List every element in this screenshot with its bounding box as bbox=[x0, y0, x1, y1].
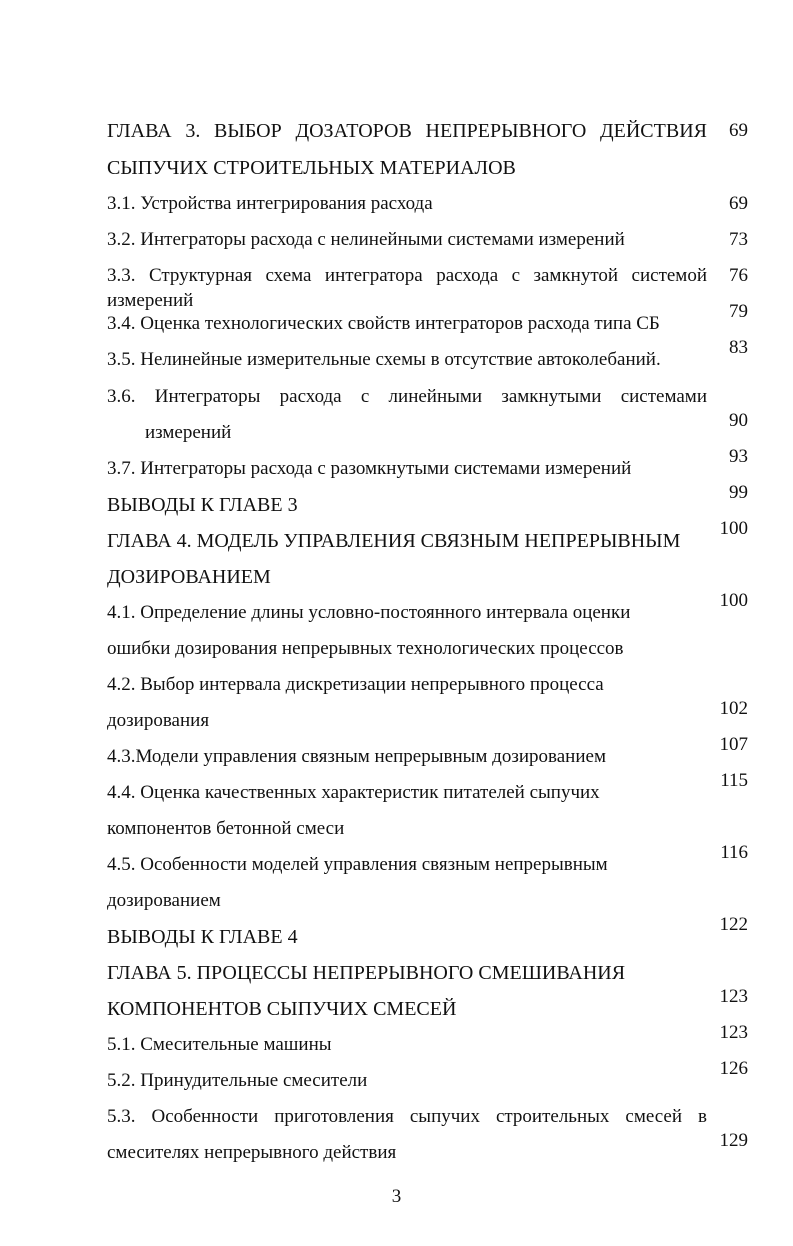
toc-page-number: 79 bbox=[729, 301, 748, 322]
toc-entry-3-6-line1: 3.6. Интеграторы расхода с линейными замкнутыми системами bbox=[107, 386, 707, 407]
toc-entry-4-5-line2: дозированием bbox=[107, 890, 221, 911]
page-footer-number: 3 bbox=[391, 1186, 402, 1207]
toc-chapter4-title-line2: ДОЗИРОВАНИЕМ bbox=[107, 566, 271, 588]
toc-entry-4-2-line1: 4.2. Выбор интервала дискретизации непрерывного процесса bbox=[107, 674, 604, 695]
toc-entry-4-2-line2: дозирования bbox=[107, 710, 210, 731]
toc-page-number: 100 bbox=[719, 518, 748, 539]
toc-page-number: 90 bbox=[729, 410, 748, 431]
toc-page-number: 123 bbox=[719, 1022, 748, 1043]
toc-page-number: 93 bbox=[729, 446, 748, 467]
toc-conclusions-4: ВЫВОДЫ К ГЛАВЕ 4 bbox=[107, 926, 298, 948]
toc-page-number: 69 bbox=[729, 120, 748, 141]
toc-page-number: 73 bbox=[729, 229, 748, 250]
toc-conclusions-3: ВЫВОДЫ К ГЛАВЕ 3 bbox=[107, 494, 298, 516]
toc-page-number: 100 bbox=[719, 590, 748, 611]
toc-entry-3-7: 3.7. Интеграторы расхода с разомкнутыми системами измерений bbox=[107, 458, 632, 479]
toc-entry-3-2: 3.2. Интеграторы расхода с нелинейными системами измерений bbox=[107, 229, 625, 250]
toc-chapter3-title-line1: ГЛАВА 3. ВЫБОР ДОЗАТОРОВ НЕПРЕРЫВНОГО ДЕЙСТВИЯ bbox=[107, 120, 707, 142]
toc-page-number: 129 bbox=[719, 1130, 748, 1151]
toc-entry-4-4-line2: компонентов бетонной смеси bbox=[107, 818, 345, 839]
toc-page-number: 123 bbox=[719, 986, 748, 1007]
toc-entry-5-2: 5.2. Принудительные смесители bbox=[107, 1070, 368, 1091]
toc-entry-3-3-line1: 3.3. Структурная схема интегратора расхода с замкнутой системой bbox=[107, 265, 707, 286]
toc-page-number: 126 bbox=[719, 1058, 748, 1079]
toc-page-number: 69 bbox=[729, 193, 748, 214]
toc-chapter4-title-line1: ГЛАВА 4. МОДЕЛЬ УПРАВЛЕНИЯ СВЯЗНЫМ НЕПРЕРЫВНЫМ bbox=[107, 530, 681, 552]
toc-entry-5-3-line1: 5.3. Особенности приготовления сыпучих строительных смесей в bbox=[107, 1106, 707, 1127]
toc-entry-5-1: 5.1. Смесительные машины bbox=[107, 1034, 332, 1055]
toc-entry-4-4-line1: 4.4. Оценка качественных характеристик питателей сыпучих bbox=[107, 782, 600, 803]
toc-chapter5-title-line2: КОМПОНЕНТОВ СЫПУЧИХ СМЕСЕЙ bbox=[107, 998, 457, 1020]
toc-entry-3-5: 3.5. Нелинейные измерительные схемы в отсутствие автоколебаний. bbox=[107, 349, 661, 370]
toc-chapter3-title-line2: СЫПУЧИХ СТРОИТЕЛЬНЫХ МАТЕРИАЛОВ bbox=[107, 157, 516, 179]
toc-page-number: 83 bbox=[729, 337, 748, 358]
toc-entry-4-3: 4.3.Модели управления связным непрерывным дозированием bbox=[107, 746, 606, 767]
toc-page-number: 99 bbox=[729, 482, 748, 503]
toc-page-number: 76 bbox=[729, 265, 748, 286]
toc-entry-5-3-line2: смесителях непрерывного действия bbox=[107, 1142, 397, 1163]
toc-entry-4-1-line2: ошибки дозирования непрерывных технологических процессов bbox=[107, 638, 624, 659]
toc-page-number: 102 bbox=[719, 698, 748, 719]
toc-entry-3-6-line2: измерений bbox=[145, 422, 232, 443]
toc-page-number: 116 bbox=[720, 842, 748, 863]
toc-entry-3-1: 3.1. Устройства интегрирования расхода bbox=[107, 193, 433, 214]
toc-entry-4-5-line1: 4.5. Особенности моделей управления связным непрерывным bbox=[107, 854, 608, 875]
toc-chapter5-title-line1: ГЛАВА 5. ПРОЦЕССЫ НЕПРЕРЫВНОГО СМЕШИВАНИЯ bbox=[107, 962, 626, 984]
toc-page-number: 115 bbox=[720, 770, 748, 791]
toc-page-number: 122 bbox=[719, 914, 748, 935]
toc-entry-3-3-line2: измерений bbox=[107, 290, 194, 311]
toc-page-number: 107 bbox=[719, 734, 748, 755]
toc-entry-3-4: 3.4. Оценка технологических свойств интеграторов расхода типа СБ bbox=[107, 313, 660, 334]
toc-entry-4-1-line1: 4.1. Определение длины условно-постоянного интервала оценки bbox=[107, 602, 631, 623]
